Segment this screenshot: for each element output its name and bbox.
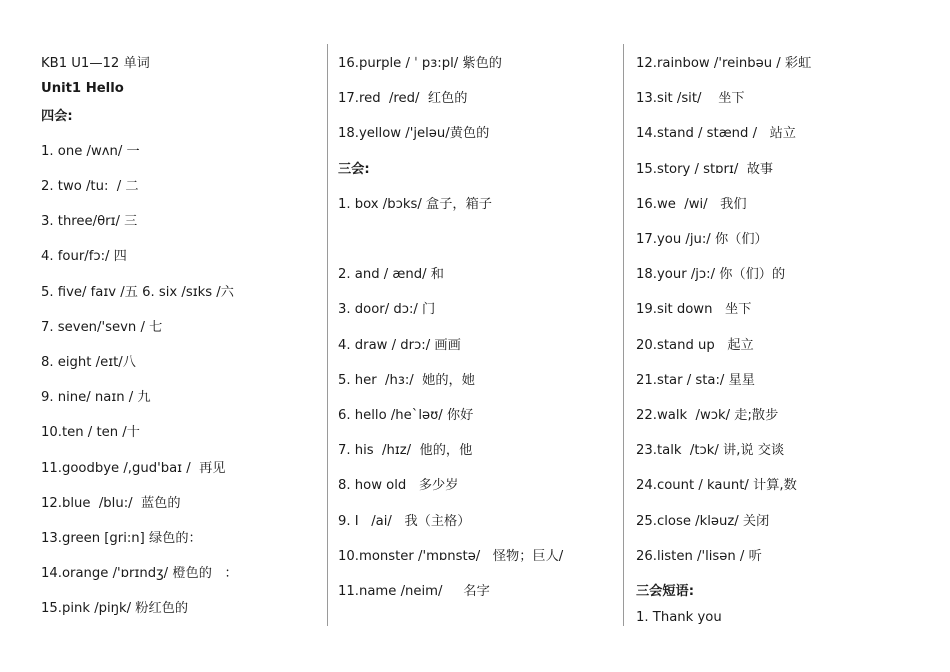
vocab-item: 2. two /tu: / 二 xyxy=(41,179,139,194)
column-1 xyxy=(41,46,325,626)
vocab-item: 18.your /jɔ:/ 你（们）的 xyxy=(636,267,786,282)
vocab-item: 24.count / kaunt/ 计算,数 xyxy=(636,478,797,493)
section-heading-four-skills: 四会: xyxy=(41,109,73,124)
vocab-item: 17.red /red/ 红色的 xyxy=(338,91,468,106)
vocab-item: 10.ten / ten /十 xyxy=(41,425,140,440)
vocab-item: 19.sit down 坐下 xyxy=(636,302,752,317)
unit-heading: Unit1 Hello xyxy=(41,81,124,96)
vocab-item: 3. three/θrɪ/ 三 xyxy=(41,214,138,229)
vocab-item: 26.listen /'lisən / 听 xyxy=(636,549,762,564)
vocab-item: 3. door/ dɔ:/ 门 xyxy=(338,302,436,317)
vocab-item: 14.stand / stænd / 站立 xyxy=(636,126,796,141)
vocab-item: 16.we /wi/ 我们 xyxy=(636,197,747,212)
vocab-item: 15.story / stɒrɪ/ 故事 xyxy=(636,162,774,177)
vocab-item: 18.yellow /'jeləu/黄色的 xyxy=(338,126,490,141)
vocab-item: 21.star / sta:/ 星星 xyxy=(636,373,755,388)
vocab-item: 9. I /ai/ 我（主格） xyxy=(338,514,471,529)
vocab-item: 25.close /kləuz/ 关闭 xyxy=(636,514,770,529)
vocab-item: 7. his /hɪz/ 他的，他 xyxy=(338,443,473,458)
column-divider-left xyxy=(327,44,328,626)
vocab-item: 5. her /hɜ:/ 她的，她 xyxy=(338,373,475,388)
vocab-item: 10.monster /'mɒnstə/ 怪物；巨人/ xyxy=(338,549,564,564)
vocab-item: 1. box /bɔks/ 盒子，箱子 xyxy=(338,197,492,212)
vocab-item: 4. four/fɔ:/ 四 xyxy=(41,249,127,264)
phrase-item: 1. Thank you xyxy=(636,610,722,625)
vocab-item: 23.talk /tɔk/ 讲,说 交谈 xyxy=(636,443,785,458)
vocab-item: 4. draw / drɔ:/ 画画 xyxy=(338,338,461,353)
document-title: KB1 U1—12 单词 xyxy=(41,56,150,71)
vocab-item: 5. five/ faɪv /五 6. six /sɪks /六 xyxy=(41,285,234,300)
column-2 xyxy=(338,46,622,626)
vocab-item: 8. how old 多少岁 xyxy=(338,478,459,493)
column-3 xyxy=(636,46,926,626)
vocab-item: 12.rainbow /'reinbəu / 彩虹 xyxy=(636,56,812,71)
vocab-item: 11.name /neim/ 名字 xyxy=(338,584,490,599)
vocab-item: 6. hello /he`ləʊ/ 你好 xyxy=(338,408,474,423)
column-divider-right xyxy=(623,44,624,626)
section-heading-three-skills: 三会: xyxy=(338,162,370,177)
vocab-item: 14.orange /'ɒrɪndʒ/ 橙色的 ： xyxy=(41,566,238,581)
vocab-item: 9. nine/ naɪn / 九 xyxy=(41,390,151,405)
vocab-item: 13.sit /sit/ 坐下 xyxy=(636,91,745,106)
vocab-item: 15.pink /piŋk/ 粉红色的 xyxy=(41,601,189,616)
vocab-item: 12.blue /blu:/ 蓝色的 xyxy=(41,496,181,511)
vocab-item: 11.goodbye /,gud'baɪ / 再见 xyxy=(41,461,226,476)
vocab-item: 17.you /ju:/ 你（们） xyxy=(636,232,768,247)
vocab-item: 2. and / ænd/ 和 xyxy=(338,267,444,282)
vocab-item: 8. eight /eɪt/八 xyxy=(41,355,136,370)
section-heading-phrases: 三会短语: xyxy=(636,584,695,599)
vocab-item: 16.purple / ˈ pɜ:pl/ 紫色的 xyxy=(338,56,502,71)
vocab-item: 20.stand up 起立 xyxy=(636,338,754,353)
vocab-item: 22.walk /wɔk/ 走;散步 xyxy=(636,408,779,423)
vocab-item: 7. seven/'sevn / 七 xyxy=(41,320,163,335)
vocab-item: 13.green [gri:n] 绿色的： xyxy=(41,531,202,546)
vocab-item: 1. one /wʌn/ 一 xyxy=(41,144,140,159)
